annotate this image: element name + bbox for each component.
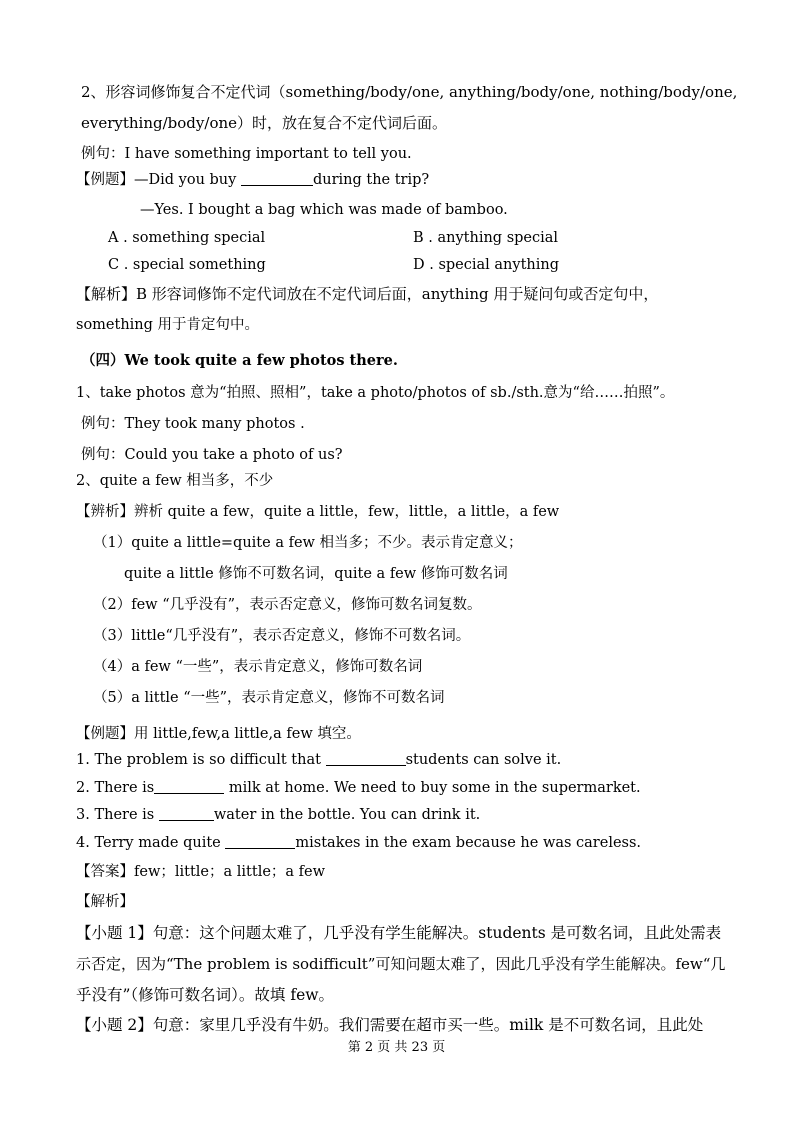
question-4 (76, 833, 641, 853)
option-c: C . special something (108, 257, 266, 273)
option-d: D . special anything (413, 257, 560, 273)
answer-blank (241, 171, 313, 186)
section-heading: （四）We took quite a few photos there. (81, 352, 398, 369)
example-1: 例句：They took many photos . (81, 416, 305, 432)
analysis-line1: 【解析】B 形容词修饰不定代词放在不定代词后面，anything 用于疑问句或否定句中， (76, 285, 659, 303)
answer-blank (159, 806, 214, 821)
discrimination-item: （2）few “几乎没有”，表示否定意义，修饰可数名词复数。 (93, 597, 482, 613)
option-b: B . anything special (413, 230, 559, 246)
answer-blank (154, 779, 224, 794)
point-2: 2、quite a few 相当多，不少 (76, 473, 274, 489)
point-1: 1、take photos 意为“拍照、照相”，take a photo/photos of sb./sth.意为“给……拍照”。 (76, 385, 675, 401)
answer-blank (326, 751, 406, 766)
question-2 (76, 778, 641, 798)
exercise-q1-post: during the trip? (312, 172, 430, 188)
rule-2-line2: everything/body/one）时，放在复合不定代词后面。 (81, 114, 448, 132)
sub-question-1-line2: 示否定，因为“The problem is sodifficult”可知问题太难了，因此几乎没有学生能解决。few“几 (76, 955, 726, 973)
exercise-question-2: —Yes. I bought a bag which was made of bamboo. (140, 202, 508, 218)
question-1 (76, 750, 561, 770)
question-pre: 3. There is (76, 807, 159, 823)
sub-question-1-line1: 【小题 1】句意：这个问题太难了，几乎没有学生能解决。students 是可数名词，且此处需表 (76, 924, 722, 942)
answer-line: 【答案】few；little；a little；a few (76, 864, 326, 880)
question-post: mistakes in the exam because he was careless. (295, 835, 642, 851)
question-post: students can solve it. (405, 752, 562, 768)
answer-blank (225, 834, 295, 849)
fill-in-exercise-title: 【例题】用 little,few,a little,a few 填空。 (76, 726, 361, 742)
analysis-line2: something 用于肯定句中。 (76, 317, 260, 333)
sub-question-1-line3: 乎没有”（修饰可数名词）。故填 few。 (76, 986, 335, 1004)
example-sentence: 例句：I have something important to tell you. (81, 146, 412, 162)
exercise-question-1 (76, 170, 429, 190)
discrimination-item: （5）a little “一些”，表示肯定意义，修饰不可数名词 (93, 690, 445, 706)
discrimination-item: （3）little“几乎没有”，表示否定意义，修饰不可数名词。 (93, 628, 471, 644)
question-3 (76, 805, 480, 825)
example-2: 例句：Could you take a photo of us? (81, 447, 343, 463)
rule-2-line1: 2、形容词修饰复合不定代词（something/body/one, anything/body/one, nothing/body/one, (81, 83, 738, 101)
question-post: milk at home. We need to buy some in the supermarket. (224, 780, 641, 796)
option-a: A . something special (108, 230, 266, 246)
sub-question-2-line1: 【小题 2】句意：家里几乎没有牛奶。我们需要在超市买一些。milk 是不可数名词，且此处 (76, 1016, 704, 1034)
discrimination-item: （1）quite a little=quite a few 相当多；不少。表示肯定意义； (93, 535, 523, 551)
exercise-tag: 【例题】 (76, 172, 134, 188)
question-pre: 1. The problem is so difficult that (76, 752, 326, 768)
question-post: water in the bottle. You can drink it. (213, 807, 481, 823)
discrimination-heading: 【辨析】辨析 quite a few，quite a little，few，little，a little，a few (76, 504, 560, 520)
discrimination-item: quite a little 修饰不可数名词，quite a few 修饰可数名词 (124, 566, 508, 582)
exercise-q1-pre: —Did you buy (134, 172, 241, 188)
discrimination-item: （4）a few “一些”，表示肯定意义，修饰可数名词 (93, 659, 423, 675)
question-pre: 2. There is (76, 780, 155, 796)
page-footer: 第 2 页 共 23 页 (347, 1040, 446, 1055)
question-pre: 4. Terry made quite (76, 835, 226, 851)
analysis-tag: 【解析】 (76, 894, 134, 910)
